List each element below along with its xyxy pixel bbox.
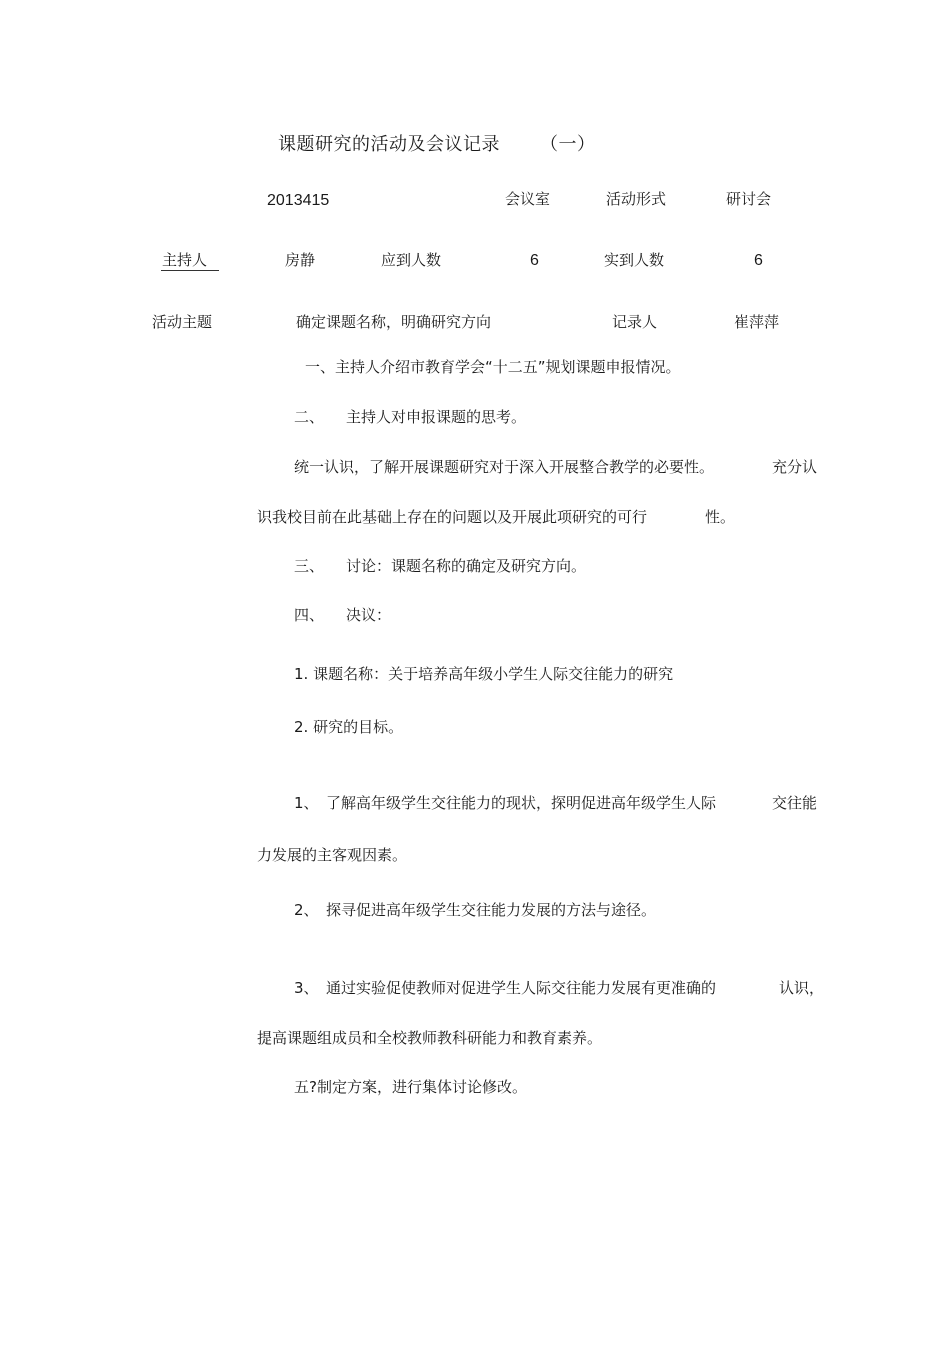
resolution-item-1: 1. 课题名称：关于培养高年级小学生人际交往能力的研究: [294, 665, 674, 683]
paragraph-3-line-1: 统一认识，了解开展课题研究对于深入开展整合教学的必要性。: [294, 458, 715, 476]
paragraph-5-number: 四、: [294, 606, 325, 624]
goal-1-line-2: 力发展的主客观因素。: [257, 846, 408, 864]
paragraph-2-number: 二、: [294, 408, 325, 426]
document-title-suffix: （一）: [540, 134, 596, 155]
actual-count-label: 实到人数: [604, 251, 665, 269]
theme-value: 确定课题名称，明确研究方向: [296, 313, 492, 331]
document-title: 课题研究的活动及会议记录: [278, 134, 500, 155]
expected-count-value: 6: [530, 252, 539, 269]
paragraph-2-text: 主持人对申报课题的思考。: [346, 408, 527, 426]
recorder-value: 崔萍萍: [734, 313, 780, 331]
goal-2-number: 2、: [294, 901, 319, 919]
paragraph-1: 一、主持人介绍市教育学会“十二五”规划课题申报情况。: [305, 358, 681, 376]
paragraph-3-line-2-end: 性。: [705, 508, 736, 526]
activity-form-value: 研讨会: [726, 190, 772, 208]
recorder-label: 记录人: [612, 313, 658, 331]
paragraph-6: 五?制定方案，进行集体讨论修改。: [294, 1078, 527, 1096]
goal-1-line-1: 了解高年级学生交往能力的现状，探明促进高年级学生人际: [326, 794, 717, 812]
goal-3-line-2: 提高课题组成员和全校教师教科研能力和教育素养。: [257, 1029, 603, 1047]
meeting-location: 会议室: [505, 190, 551, 208]
goal-3-number: 3、: [294, 979, 319, 997]
paragraph-4-number: 三、: [294, 557, 325, 575]
host-label: 主持人: [162, 251, 208, 269]
paragraph-5-text: 决议：: [346, 606, 392, 624]
resolution-item-2: 2. 研究的目标。: [294, 718, 404, 736]
host-label-underline: [161, 270, 219, 271]
expected-count-label: 应到人数: [381, 251, 442, 269]
host-value: 房静: [285, 251, 316, 269]
goal-3-line-1: 通过实验促使教师对促进学生人际交往能力发展有更准确的: [326, 979, 717, 997]
activity-form-label: 活动形式: [606, 190, 667, 208]
goal-1-number: 1、: [294, 794, 319, 812]
actual-count-value: 6: [754, 252, 763, 269]
paragraph-3-line-2: 识我校目前在此基础上存在的问题以及开展此项研究的可行: [257, 508, 648, 526]
paragraph-3-line-1-end: 充分认: [772, 458, 818, 476]
goal-1-line-1-end: 交往能: [772, 794, 818, 812]
meeting-date: 2013415: [267, 192, 330, 209]
goal-3-line-1-end: 认识，: [779, 979, 825, 997]
theme-label: 活动主题: [152, 313, 213, 331]
paragraph-4-text: 讨论：课题名称的确定及研究方向。: [346, 557, 587, 575]
goal-2-text: 探寻促进高年级学生交往能力发展的方法与途径。: [326, 901, 657, 919]
